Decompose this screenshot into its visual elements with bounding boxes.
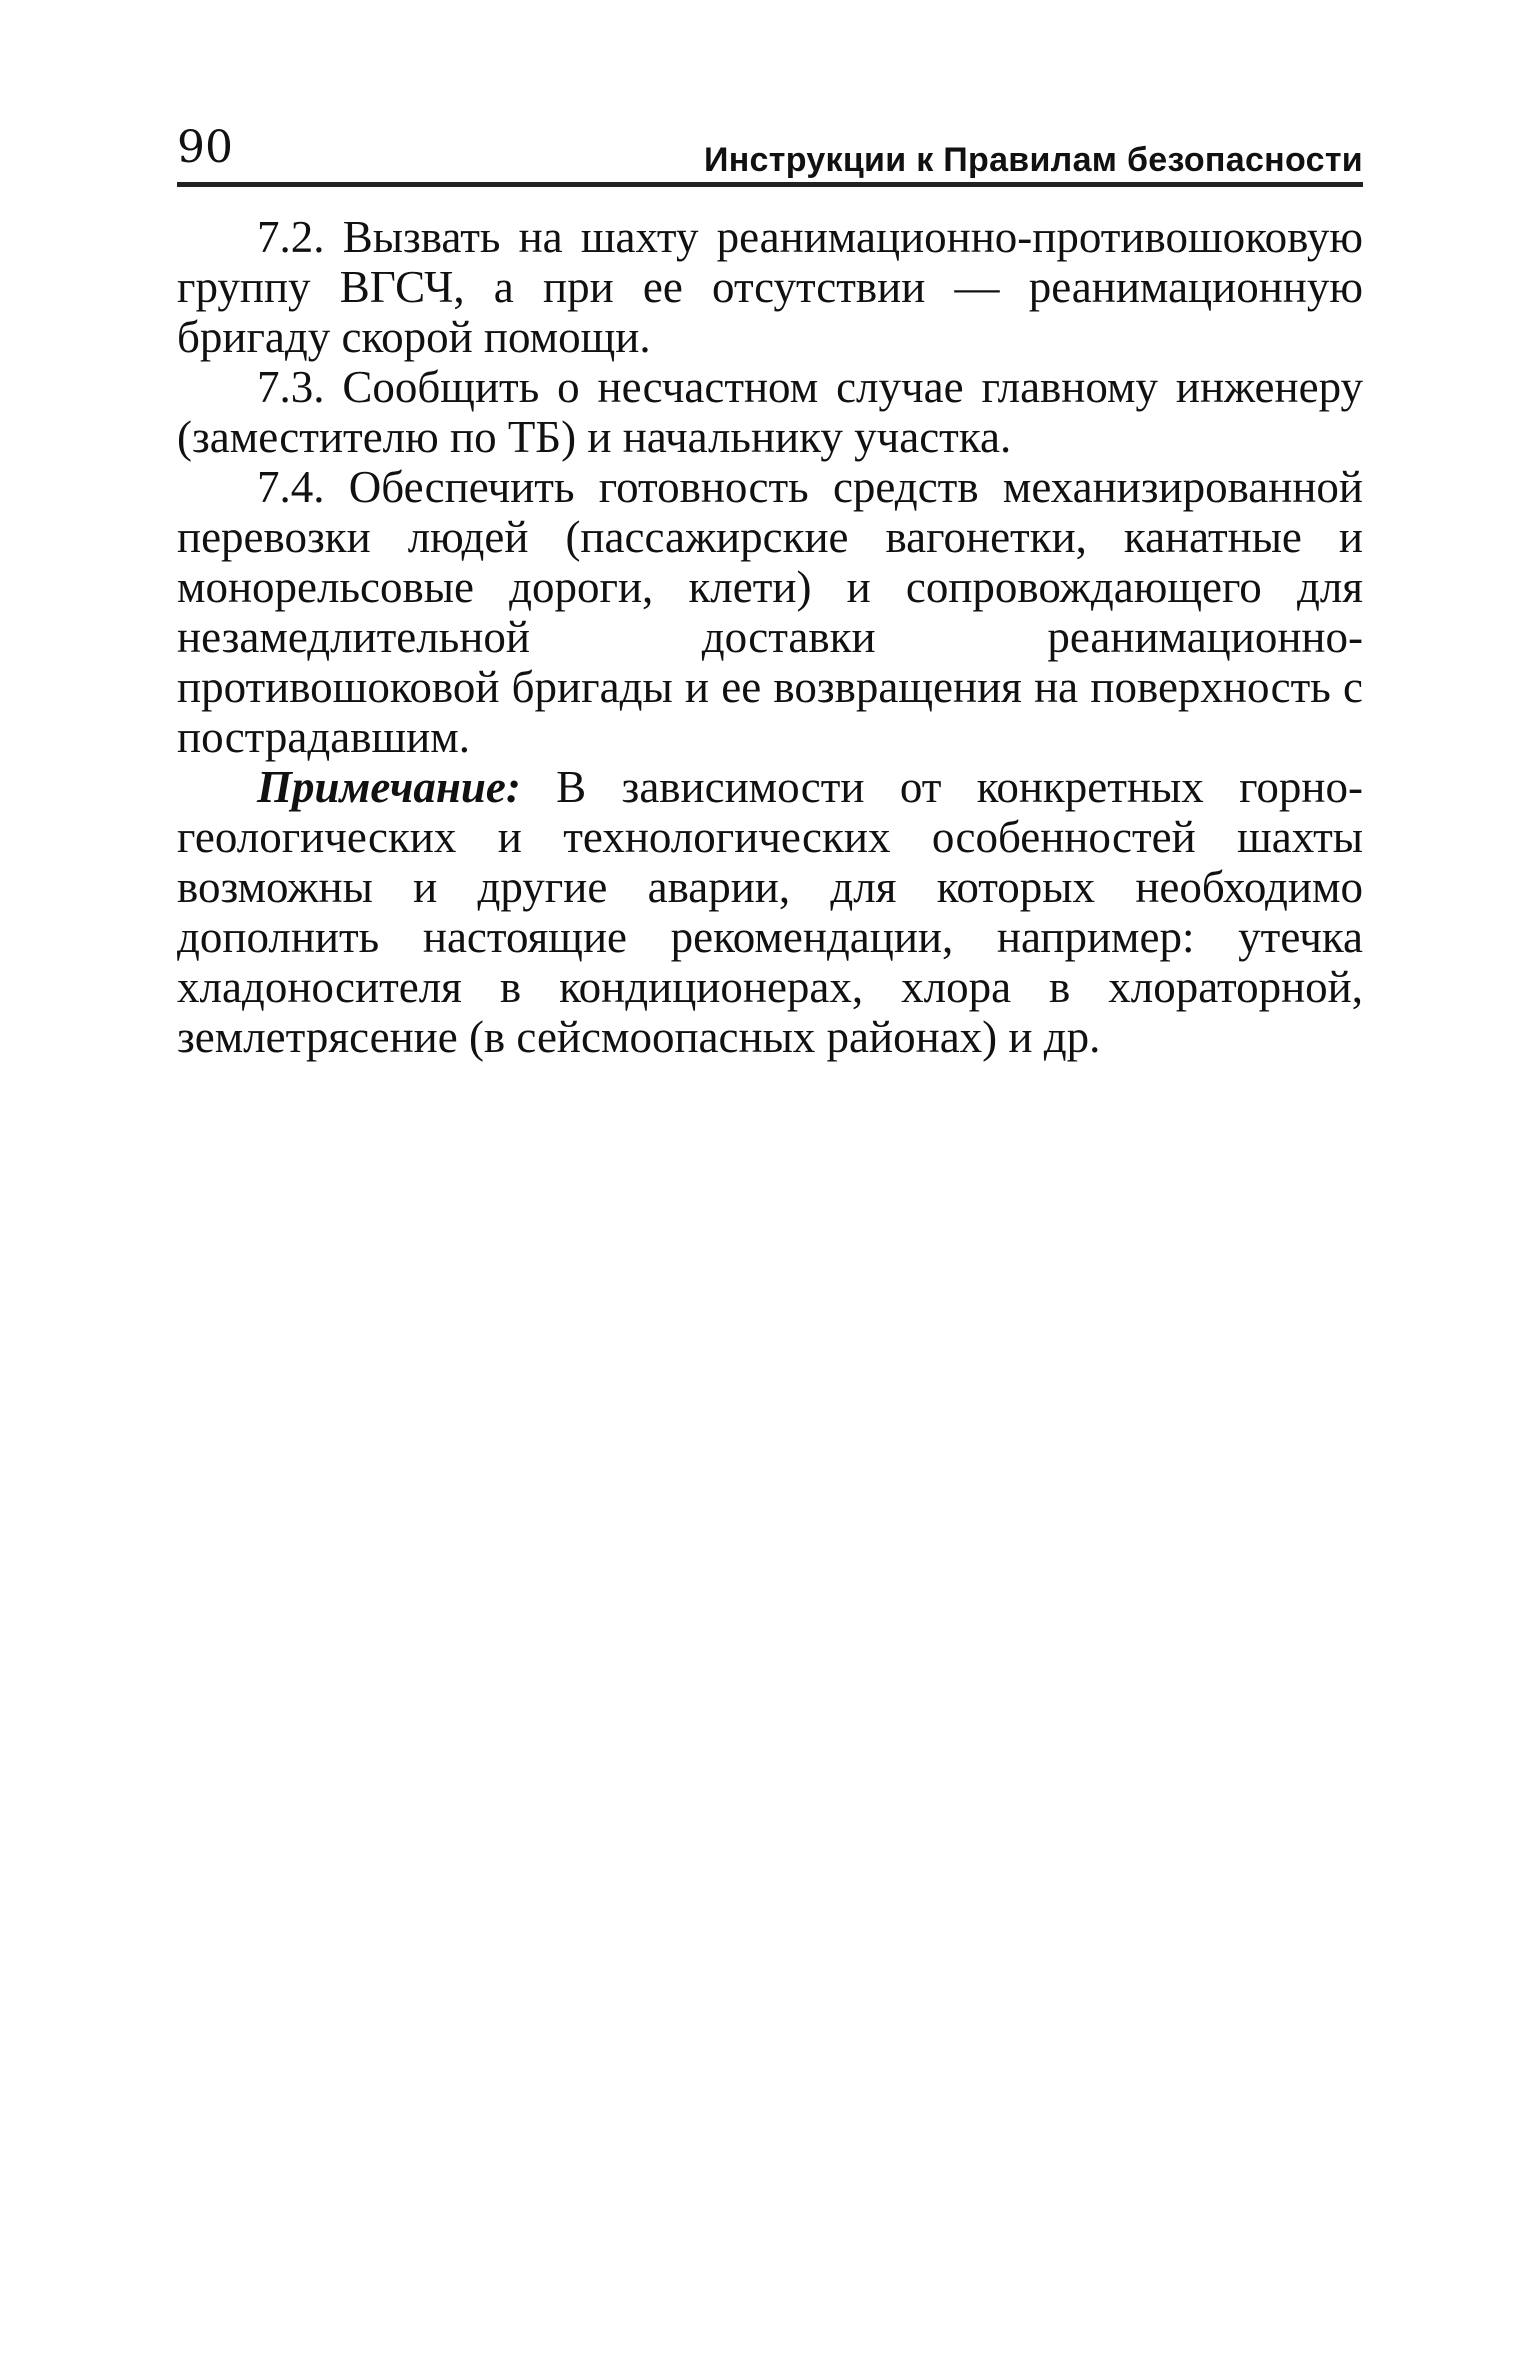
note-paragraph [177,762,1363,1062]
header-title: Инструкции к Правилам безопасности [703,141,1363,179]
page-number: 90 [177,122,233,173]
body-text [177,212,1363,1062]
paragraph-7-2: 7.2. Вызвать на шахту реанимационно-противошоковую группу ВГСЧ, а при ее отсутствии — реанимационную бригаду скорой помощи. [177,212,1363,362]
paragraph-7-4: 7.4. Обеспечить готовность средств механизированной перевозки людей (пассажирские вагонетки, канатные и монорельсовые дороги, клети) и сопровождающего для незамедлительной доставки реанимационно-противошоковой бригады и ее возвращения на поверхность с пострадавшим. [177,462,1363,762]
paragraph-7-3: 7.3. Сообщить о несчастном случае главному инженеру (заместителю по ТБ) и начальнику участка. [177,362,1363,462]
running-header [177,118,1363,178]
note-text: В зависимости от конкретных горно-геологических и технологических особенностей шахты возможны и другие аварии, для которых необходимо дополнить настоящие рекомендации, например: утечка хладоносителя в кондиционерах, хлора в хлораторной, землетрясение (в сейсмоопасных районах) и др. [177,762,1363,1062]
note-label: Примечание: [257,762,521,812]
header-rule [177,182,1363,187]
